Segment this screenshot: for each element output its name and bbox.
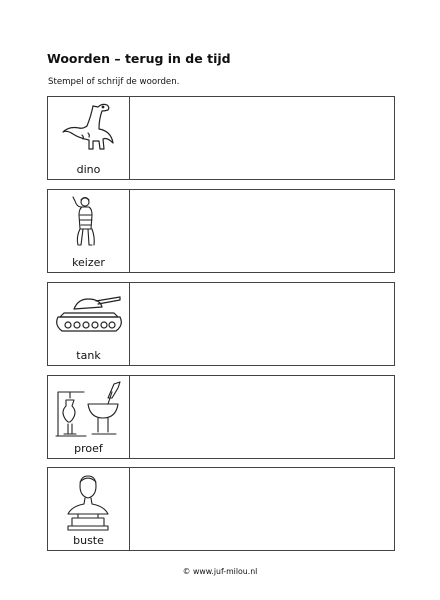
bust-statue-icon	[52, 470, 124, 532]
word-row-tank	[47, 282, 395, 366]
picture-cell	[48, 283, 130, 365]
lab-experiment-icon	[52, 378, 124, 440]
dinosaur-icon	[52, 99, 124, 161]
writing-area[interactable]	[130, 376, 394, 458]
copyright-footer: © www.juf-milou.nl	[182, 567, 258, 576]
word-label: dino	[76, 163, 101, 176]
word-label: keizer	[72, 256, 105, 269]
word-row-buste	[47, 467, 395, 551]
writing-area[interactable]	[130, 468, 394, 550]
writing-area[interactable]	[130, 190, 394, 272]
page-title: Woorden – terug in de tijd	[47, 51, 231, 66]
emperor-icon	[52, 192, 124, 254]
word-row-keizer	[47, 189, 395, 273]
word-label: buste	[73, 534, 104, 547]
writing-area[interactable]	[130, 97, 394, 179]
word-label: tank	[76, 349, 101, 362]
picture-cell	[48, 97, 130, 179]
word-label: proef	[74, 442, 103, 455]
picture-cell	[48, 376, 130, 458]
picture-cell	[48, 190, 130, 272]
tank-icon	[52, 285, 124, 347]
instruction-text: Stempel of schrijf de woorden.	[48, 77, 180, 87]
picture-cell	[48, 468, 130, 550]
word-row-dino	[47, 96, 395, 180]
word-row-proef	[47, 375, 395, 459]
writing-area[interactable]	[130, 283, 394, 365]
